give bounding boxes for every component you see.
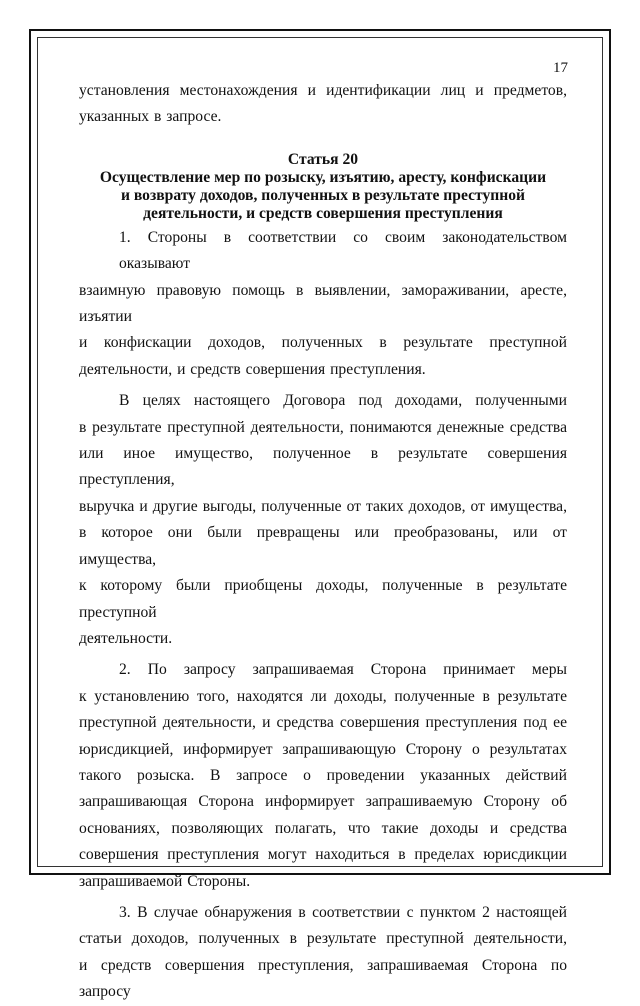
text-line: деятельности, и средств совершения преступления. <box>79 360 426 378</box>
text-line: запрашиваемой Стороны. <box>79 872 251 890</box>
article-heading-line: Осуществление мер по розыску, изъятию, аресту, конфискации <box>99 168 547 186</box>
text-line: указанных в запросе. <box>79 108 222 126</box>
text-line: основаниях, позволяющих полагать, что такие доходы и средства <box>79 819 567 837</box>
text-line: взаимную правовую помощь в выявлении, замораживании, аресте, изъятии <box>79 281 567 326</box>
intro-paragraph <box>79 78 567 131</box>
document-body <box>79 78 567 1006</box>
text-line: установления местонахождения и идентификации лиц и предметов, <box>79 82 567 99</box>
paragraph-1 <box>79 225 567 383</box>
text-line: преступной деятельности, и средства совершения преступления под ее <box>79 714 567 732</box>
text-line: к которому были приобщены доходы, полученные в результате преступной <box>79 577 567 621</box>
article-title: Статья 20 <box>287 150 359 168</box>
text-line: и конфискации доходов, полученных в результате преступной <box>79 334 567 352</box>
text-line: 2. По запросу запрашиваемая Сторона принимает меры <box>119 661 567 679</box>
text-line: в которое они были превращены или преобразованы, или от имущества, <box>79 524 567 568</box>
text-line: такого розыска. В запросе о проведении указанных действий <box>79 766 567 784</box>
text-line: к установлению того, находятся ли доходы, полученные в результате <box>79 687 567 705</box>
article-heading-line: и возврату доходов, полученных в результате преступной <box>120 186 525 204</box>
text-line: юрисдикцией, информирует запрашивающую Сторону о результатах <box>79 740 567 758</box>
article-heading <box>79 151 567 223</box>
text-line: В целях настоящего Договора под доходами, полученными <box>119 392 567 410</box>
paragraph-2 <box>79 657 567 895</box>
paragraph-definition <box>79 388 567 652</box>
text-line: выручка и другие выгоды, полученные от таких доходов, от имущества, <box>79 497 567 515</box>
text-line: деятельности. <box>79 629 173 647</box>
paragraph-3 <box>79 900 567 1006</box>
text-line: запрашивающая Сторона информирует запрашиваемую Сторону об <box>79 793 567 811</box>
text-line: 3. В случае обнаружения в соответствии с пунктом 2 настоящей <box>119 903 567 921</box>
text-line: и средств совершения преступления, запрашиваемая Сторона по запросу <box>79 956 567 1001</box>
article-heading-line: деятельности, и средств совершения преступления <box>143 204 503 222</box>
page-number: 17 <box>553 60 568 76</box>
text-line: или иное имущество, полученное в результате совершения преступления, <box>79 445 567 489</box>
text-line: 1. Стороны в соответствии со своим законодательством оказывают <box>119 228 567 273</box>
text-line: совершения преступления могут находиться в пределах юрисдикции <box>79 846 567 864</box>
text-line: в результате преступной деятельности, понимаются денежные средства <box>79 418 567 436</box>
text-line: статьи доходов, полученных в результате преступной деятельности, <box>79 930 567 948</box>
